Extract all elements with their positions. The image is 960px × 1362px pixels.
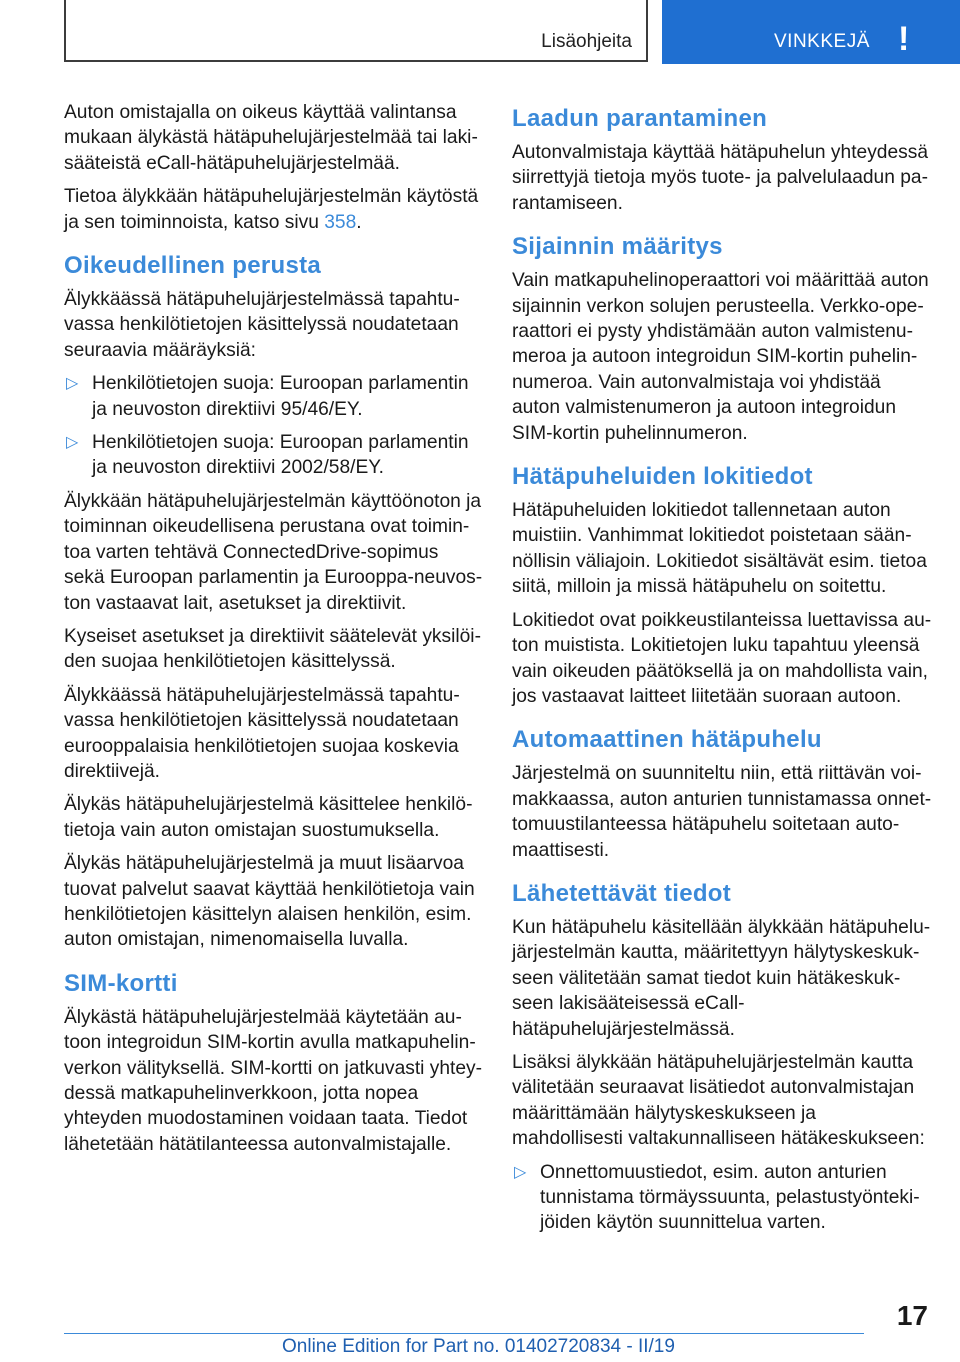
heading-location: Sijainnin määritys bbox=[512, 233, 723, 261]
location-paragraph-1: Vain matkapuhelinoperaattori voi määrittää auton sijainnin verkon solujen perusteella. Verkko-operaattori ei pysty yhdistämään auton valmistenumeroa ja autoon integroidun SIM-kortin puhelinnumeroa. Vain autonvalmistaja voi yhdistää auton valmistenumeron ja autoon integroidun SIM-kortin puhelinnumeron. bbox=[512, 270, 929, 444]
legal-paragraph-3: Kyseiset asetukset ja direktiivit säätelevät yksilöiden suojaa henkilötietojen käsittelyssä. bbox=[64, 625, 481, 673]
heading-transmitted-data: Lähetettävät tiedot bbox=[512, 879, 732, 907]
list-item-text: Henkilötietojen suoja: Euroopan parlamentin ja neuvoston direktiivi 2002/58/EY. bbox=[92, 432, 469, 479]
sent-paragraph-2: Lisäksi älykkään hätäpuhelujärjestelmän kautta välitetään seuraavat lisätiedot autonvalmistajan määrittämään hälytyskeskukseen ja mahdollisesti valtakunnalliseen hätäkeskukseen: bbox=[512, 1051, 925, 1150]
page-reference-link[interactable]: 358 bbox=[324, 211, 357, 233]
list-item-text: Onnettomuustiedot, esim. auton anturien tunnistama törmäyssuunta, pelastustyöntekijöiden käytön suunnittelua varten. bbox=[540, 1161, 920, 1234]
legal-paragraph-4: Älykkäässä hätäpuhelujärjestelmässä tapahtuvassa henkilötietojen käsittelyssä noudatetaan eurooppalaisia henkilötietojen suojaa koskevia direktiivejä. bbox=[64, 684, 460, 782]
auto-paragraph-1: Järjestelmä on suunniteltu niin, että riittävän voimakkaassa, auton anturien tunnistamassa onnettomuustilanteessa hätäpuhelu soitetaan automaattisesti. bbox=[512, 763, 932, 861]
legal-paragraph-6: Älykäs hätäpuhelujärjestelmä ja muut lisäarvoa tuovat palvelut saavat käyttää henkilötietoja vain henkilötietojen käsittelyn alaisen henkilön, esim. auton omistajan, nimenomaisella luvalla. bbox=[64, 853, 475, 951]
legal-paragraph-2: Älykkään hätäpuhelujärjestelmän käyttöönoton ja toiminnan oikeudellisena perustana ovat toimintoa varten tehtävä ConnectedDrive-sopimus sekä Euroopan parlamentin ja Eurooppa-neuvoston vastaavat lait, asetukset ja direktiivit. bbox=[64, 490, 483, 614]
intro-paragraph-2-text: Tietoa älykkään hätäpuhelujärjestelmän käytöstä ja sen toiminnoista, katso sivu bbox=[64, 186, 479, 233]
logs-paragraph-1: Hätäpuheluiden lokitiedot tallennetaan auton muistiin. Vanhimmat lokitiedot poistetaan säännöllisin väliajoin. Lokitiedot sisältävät esim. tietoa siitä, milloin ja missä hätäpuhelu on soitettu. bbox=[512, 500, 927, 598]
heading-sim-card: SIM-kortti bbox=[64, 969, 178, 997]
header-section-box bbox=[64, 0, 648, 62]
triangle-bullet-icon: ▷ bbox=[514, 1163, 527, 1181]
header-chapter-tab bbox=[662, 0, 960, 64]
legal-paragraph-5: Älykäs hätäpuhelujärjestelmä käsittelee henkilötietoja vain auton omistajan suostumuksella. bbox=[64, 794, 473, 841]
quality-paragraph-1: Autonvalmistaja käyttää hätäpuhelun yhteydessä siirrettyjä tietoja myös tuote- ja palvelulaadun parantamiseen. bbox=[512, 142, 928, 214]
intro-paragraph-2-end: . bbox=[356, 211, 362, 233]
list-item bbox=[64, 430, 484, 481]
footer-divider bbox=[64, 1333, 864, 1334]
header-chapter-title: VINKKEJÄ bbox=[774, 31, 870, 52]
legal-paragraph-1: Älykkäässä hätäpuhelujärjestelmässä tapahtuvassa henkilötietojen käsittelyssä noudatetaan seuraavia määräyksiä: bbox=[64, 289, 460, 361]
header-section-title: Lisäohjeita bbox=[541, 31, 632, 52]
triangle-bullet-icon: ▷ bbox=[66, 375, 79, 393]
footer-edition: Online Edition for Part no. 01402720834 - II/19 bbox=[282, 1336, 675, 1357]
right-column bbox=[512, 100, 932, 1244]
heading-automatic-call: Automaattinen hätäpuhelu bbox=[512, 726, 822, 754]
list-item-text: Henkilötietojen suoja: Euroopan parlamentin ja neuvoston direktiivi 95/46/EY. bbox=[92, 373, 469, 420]
left-column bbox=[64, 100, 484, 1165]
intro-paragraph-1: Auton omistajalla on oikeus käyttää valintansa mukaan älykästä hätäpuhelujärjestelmää tai lakisääteistä eCall-hätäpuhelujärjestelmää. bbox=[64, 102, 478, 174]
sent-paragraph-1: Kun hätäpuhelu käsitellään älykkään hätäpuhelujärjestelmän kautta, määritettyyn hälytyskeskukseen välitetään samat tiedot kuin hätäkeskukseen lakisääteisessä eCall-hätäpuhelujärjestelmässä. bbox=[512, 916, 931, 1040]
sim-paragraph-1: Älykästä hätäpuhelujärjestelmää käytetään autoon integroidun SIM-kortin avulla matkapuhelinverkon välityksellä. SIM-kortti on jatkuvasti yhteydessä matkapuhelinverkkoon, jotta nopea yhteyden muodostaminen voidaan taata. Tiedot lähetetään hätätilanteessa autonvalmistajalle. bbox=[64, 1006, 483, 1155]
intro-paragraph-2 bbox=[64, 184, 484, 235]
heading-quality-improvement: Laadun parantaminen bbox=[512, 105, 768, 132]
page-number: 17 bbox=[896, 1300, 928, 1331]
logs-paragraph-2: Lokitiedot ovat poikkeustilanteissa luettavissa auton muistista. Lokitietojen luku tapahtuu yleensä vain oikeuden päätöksellä ja on mahdollista vain, jos vastaavat laitteet liitetään suoraan autoon. bbox=[512, 609, 932, 707]
triangle-bullet-icon: ▷ bbox=[66, 434, 79, 452]
list-item bbox=[64, 371, 484, 422]
heading-legal-basis: Oikeudellinen perusta bbox=[64, 252, 322, 280]
exclamation-icon: ! bbox=[898, 20, 910, 58]
heading-call-logs: Hätäpuheluiden lokitiedot bbox=[512, 463, 813, 491]
list-item bbox=[512, 1160, 932, 1236]
